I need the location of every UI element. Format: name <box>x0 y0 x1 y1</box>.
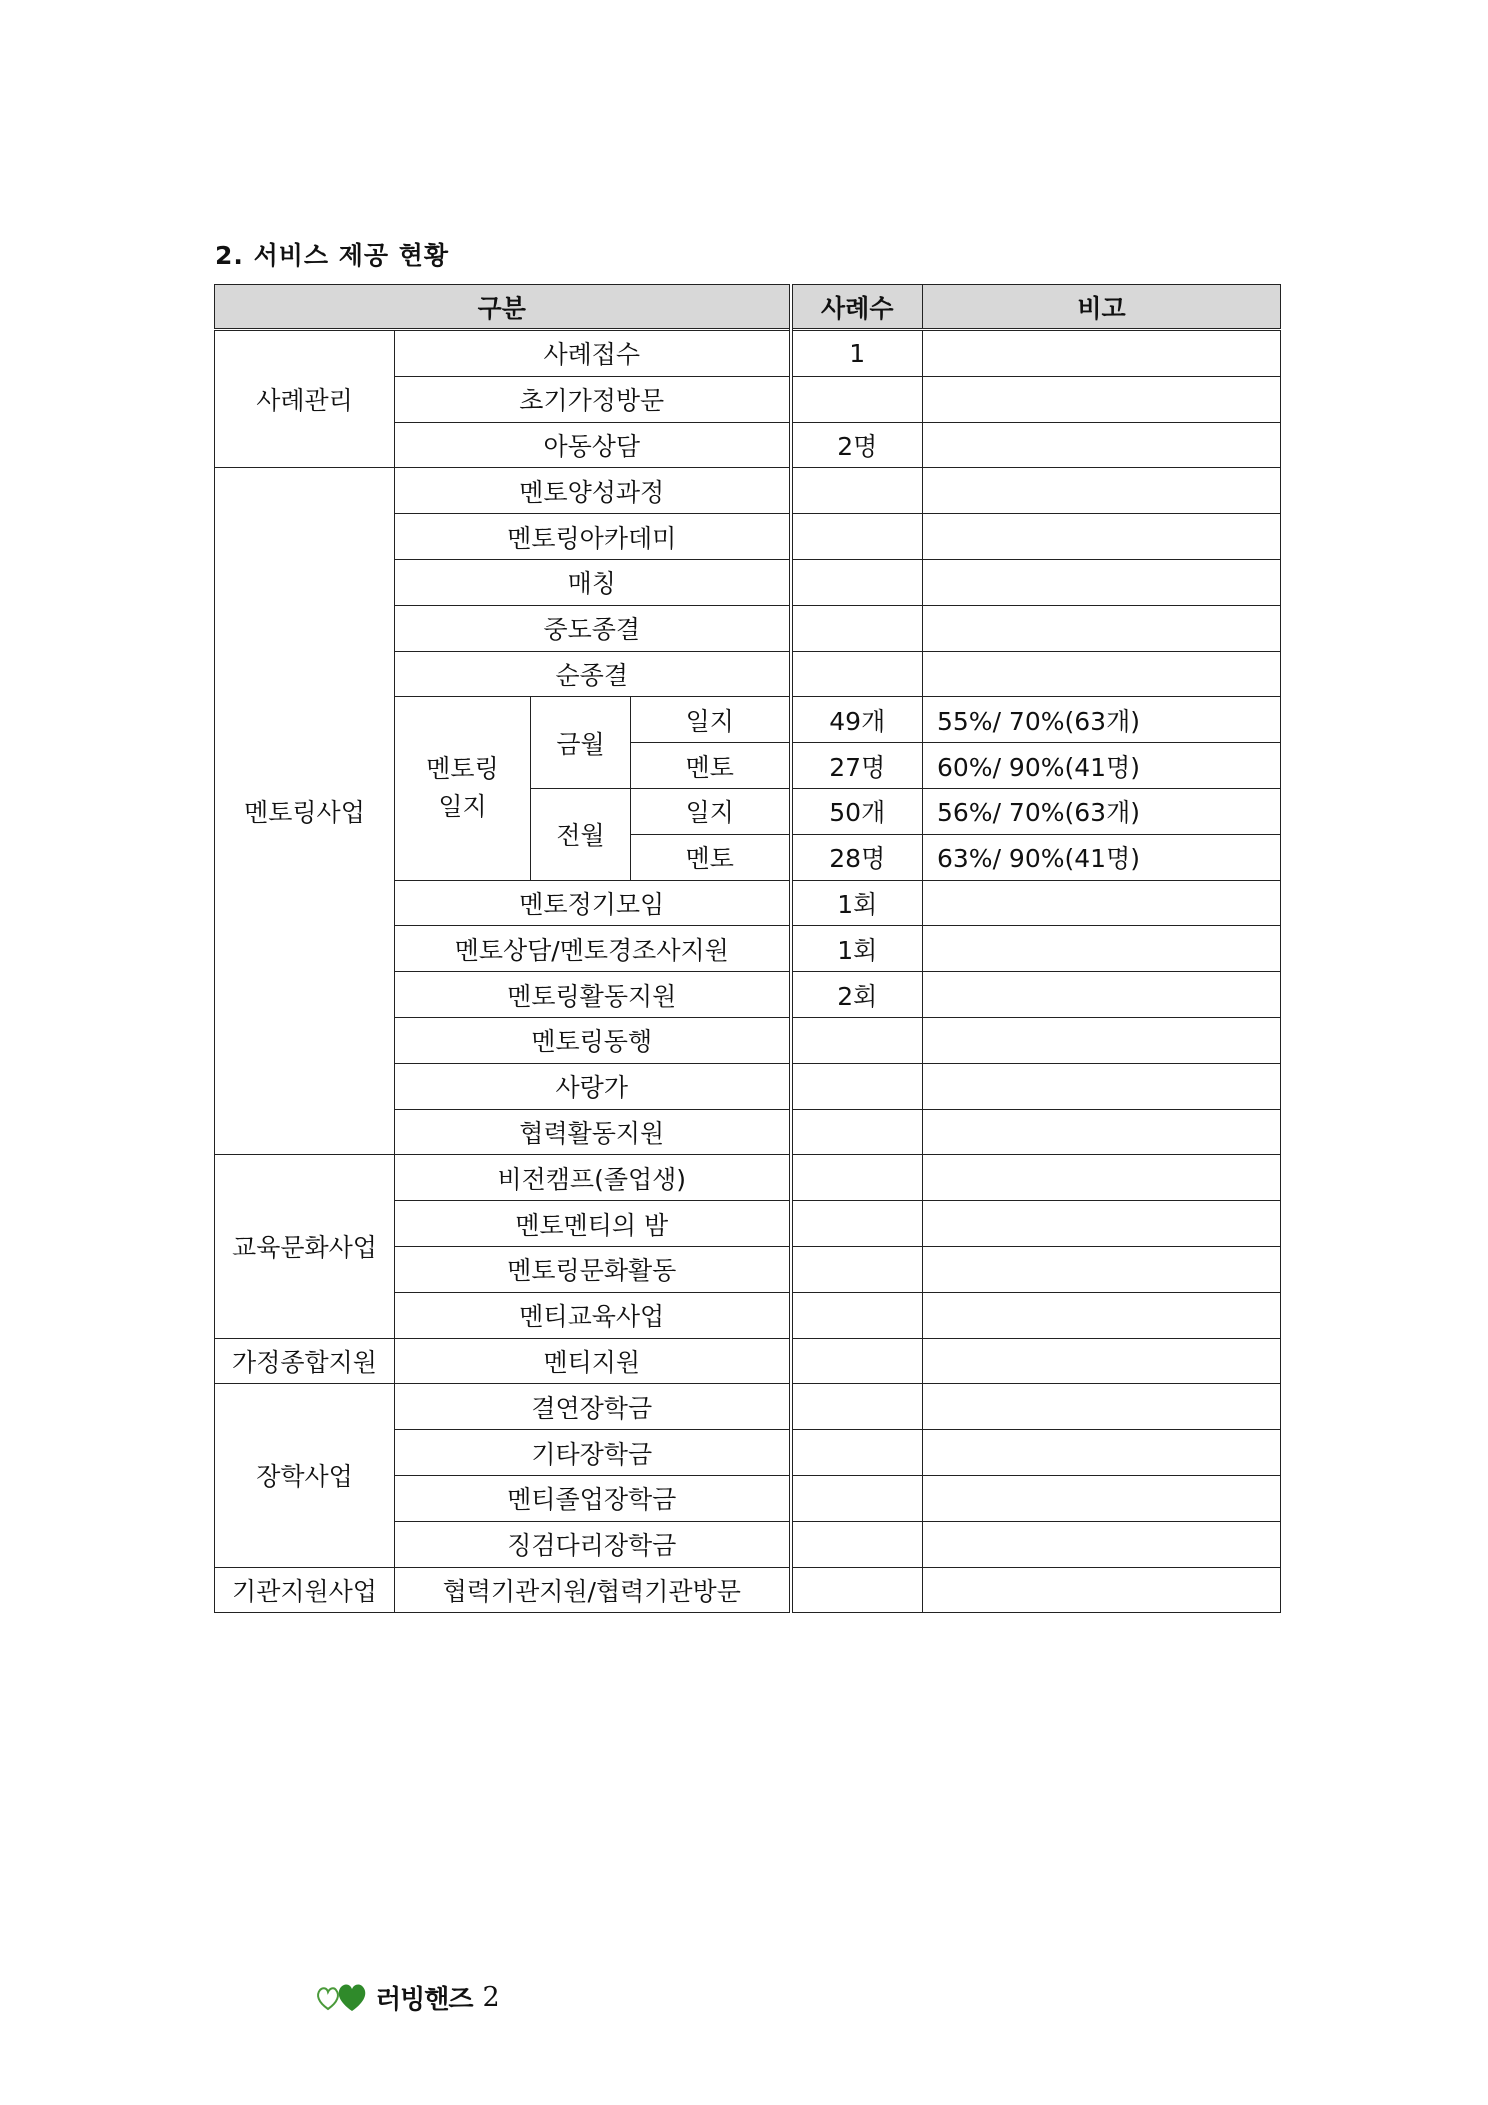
item-cases: 1회 <box>791 880 923 926</box>
item-cases <box>791 605 923 651</box>
item-note <box>923 1017 1281 1063</box>
table-row <box>215 1338 1281 1384</box>
item-cases <box>791 1384 923 1430</box>
item-cases: 28명 <box>791 834 923 880</box>
item-label: 협력활동지원 <box>395 1109 791 1155</box>
item-cases <box>791 1475 923 1521</box>
table-row <box>215 330 1281 377</box>
item-note <box>923 514 1281 560</box>
item-note <box>923 1292 1281 1338</box>
group-label: 가정종합지원 <box>215 1338 395 1384</box>
item-note <box>923 468 1281 514</box>
journal-label-line1: 멘토링 <box>426 754 499 784</box>
item-note <box>923 559 1281 605</box>
group-label: 사례관리 <box>215 330 395 468</box>
journal-item-label: 멘토 <box>631 834 791 880</box>
item-label: 멘토링문화활동 <box>395 1246 791 1292</box>
group-label: 교육문화사업 <box>215 1155 395 1338</box>
page-number: 2 <box>482 1981 500 2013</box>
item-label: 협력기관지원/협력기관방문 <box>395 1567 791 1613</box>
item-cases <box>791 1109 923 1155</box>
item-label: 사랑가 <box>395 1063 791 1109</box>
item-note <box>923 1338 1281 1384</box>
item-note: 56%/ 70%(63개) <box>923 788 1281 834</box>
item-note: 60%/ 90%(41명) <box>923 743 1281 789</box>
item-note <box>923 376 1281 422</box>
table-row <box>215 468 1281 514</box>
item-label: 멘티졸업장학금 <box>395 1475 791 1521</box>
item-label: 중도종결 <box>395 605 791 651</box>
item-label: 초기가정방문 <box>395 376 791 422</box>
item-label: 매칭 <box>395 559 791 605</box>
item-note <box>923 972 1281 1018</box>
item-note <box>923 926 1281 972</box>
item-cases <box>791 1063 923 1109</box>
item-note <box>923 1384 1281 1430</box>
item-cases <box>791 1201 923 1247</box>
table-row <box>215 1567 1281 1613</box>
item-label: 결연장학금 <box>395 1384 791 1430</box>
item-note: 63%/ 90%(41명) <box>923 834 1281 880</box>
service-status-table <box>214 284 1281 1613</box>
item-cases <box>791 514 923 560</box>
item-cases <box>791 1521 923 1567</box>
item-label: 멘티지원 <box>395 1338 791 1384</box>
item-cases: 49개 <box>791 697 923 743</box>
header-cases: 사례수 <box>791 285 923 330</box>
table-row <box>215 1155 1281 1201</box>
item-cases: 50개 <box>791 788 923 834</box>
journal-period-this: 금월 <box>531 697 631 789</box>
item-note <box>923 1109 1281 1155</box>
item-note <box>923 605 1281 651</box>
header-category: 구분 <box>215 285 791 330</box>
item-label: 멘토링아카데미 <box>395 514 791 560</box>
item-label: 아동상담 <box>395 422 791 468</box>
item-cases <box>791 1430 923 1476</box>
item-cases <box>791 1567 923 1613</box>
item-label: 멘토멘티의 밤 <box>395 1201 791 1247</box>
item-note <box>923 880 1281 926</box>
page-footer <box>314 1980 500 2014</box>
item-cases <box>791 1246 923 1292</box>
item-label: 징검다리장학금 <box>395 1521 791 1567</box>
item-label: 멘토상담/멘토경조사지원 <box>395 926 791 972</box>
item-label: 기타장학금 <box>395 1430 791 1476</box>
two-hearts-logo-icon <box>314 1981 372 2013</box>
item-label: 멘토정기모임 <box>395 880 791 926</box>
item-cases <box>791 376 923 422</box>
item-label: 멘토링동행 <box>395 1017 791 1063</box>
item-note <box>923 1201 1281 1247</box>
header-note: 비고 <box>923 285 1281 330</box>
item-cases: 1회 <box>791 926 923 972</box>
item-note <box>923 1155 1281 1201</box>
item-note <box>923 651 1281 697</box>
table-header-row <box>215 285 1281 330</box>
item-note <box>923 1246 1281 1292</box>
item-cases <box>791 1017 923 1063</box>
item-note <box>923 422 1281 468</box>
item-note <box>923 1521 1281 1567</box>
item-cases: 2명 <box>791 422 923 468</box>
item-label: 비전캠프(졸업생) <box>395 1155 791 1201</box>
journal-label <box>395 697 531 880</box>
item-cases <box>791 559 923 605</box>
item-cases: 1 <box>791 330 923 377</box>
item-cases <box>791 1292 923 1338</box>
group-label: 장학사업 <box>215 1384 395 1567</box>
item-label: 멘토양성과정 <box>395 468 791 514</box>
item-cases <box>791 1338 923 1384</box>
item-cases: 27명 <box>791 743 923 789</box>
journal-item-label: 멘토 <box>631 743 791 789</box>
item-note <box>923 1063 1281 1109</box>
item-cases: 2회 <box>791 972 923 1018</box>
item-cases <box>791 468 923 514</box>
item-label: 멘티교육사업 <box>395 1292 791 1338</box>
group-label: 기관지원사업 <box>215 1567 395 1613</box>
item-note <box>923 330 1281 377</box>
journal-item-label: 일지 <box>631 788 791 834</box>
journal-period-total: 전월 <box>531 788 631 880</box>
group-label: 멘토링사업 <box>215 468 395 1155</box>
journal-label-line2: 일지 <box>438 792 487 822</box>
item-note: 55%/ 70%(63개) <box>923 697 1281 743</box>
item-cases <box>791 1155 923 1201</box>
item-note <box>923 1430 1281 1476</box>
journal-item-label: 일지 <box>631 697 791 743</box>
item-label: 순종결 <box>395 651 791 697</box>
section-title: 2. 서비스 제공 현황 <box>215 241 450 270</box>
item-label: 멘토링활동지원 <box>395 972 791 1018</box>
brand-name: 러빙핸즈 <box>376 1984 473 2015</box>
item-note <box>923 1567 1281 1613</box>
item-cases <box>791 651 923 697</box>
item-note <box>923 1475 1281 1521</box>
table-row <box>215 1384 1281 1430</box>
item-label: 사례접수 <box>395 330 791 377</box>
